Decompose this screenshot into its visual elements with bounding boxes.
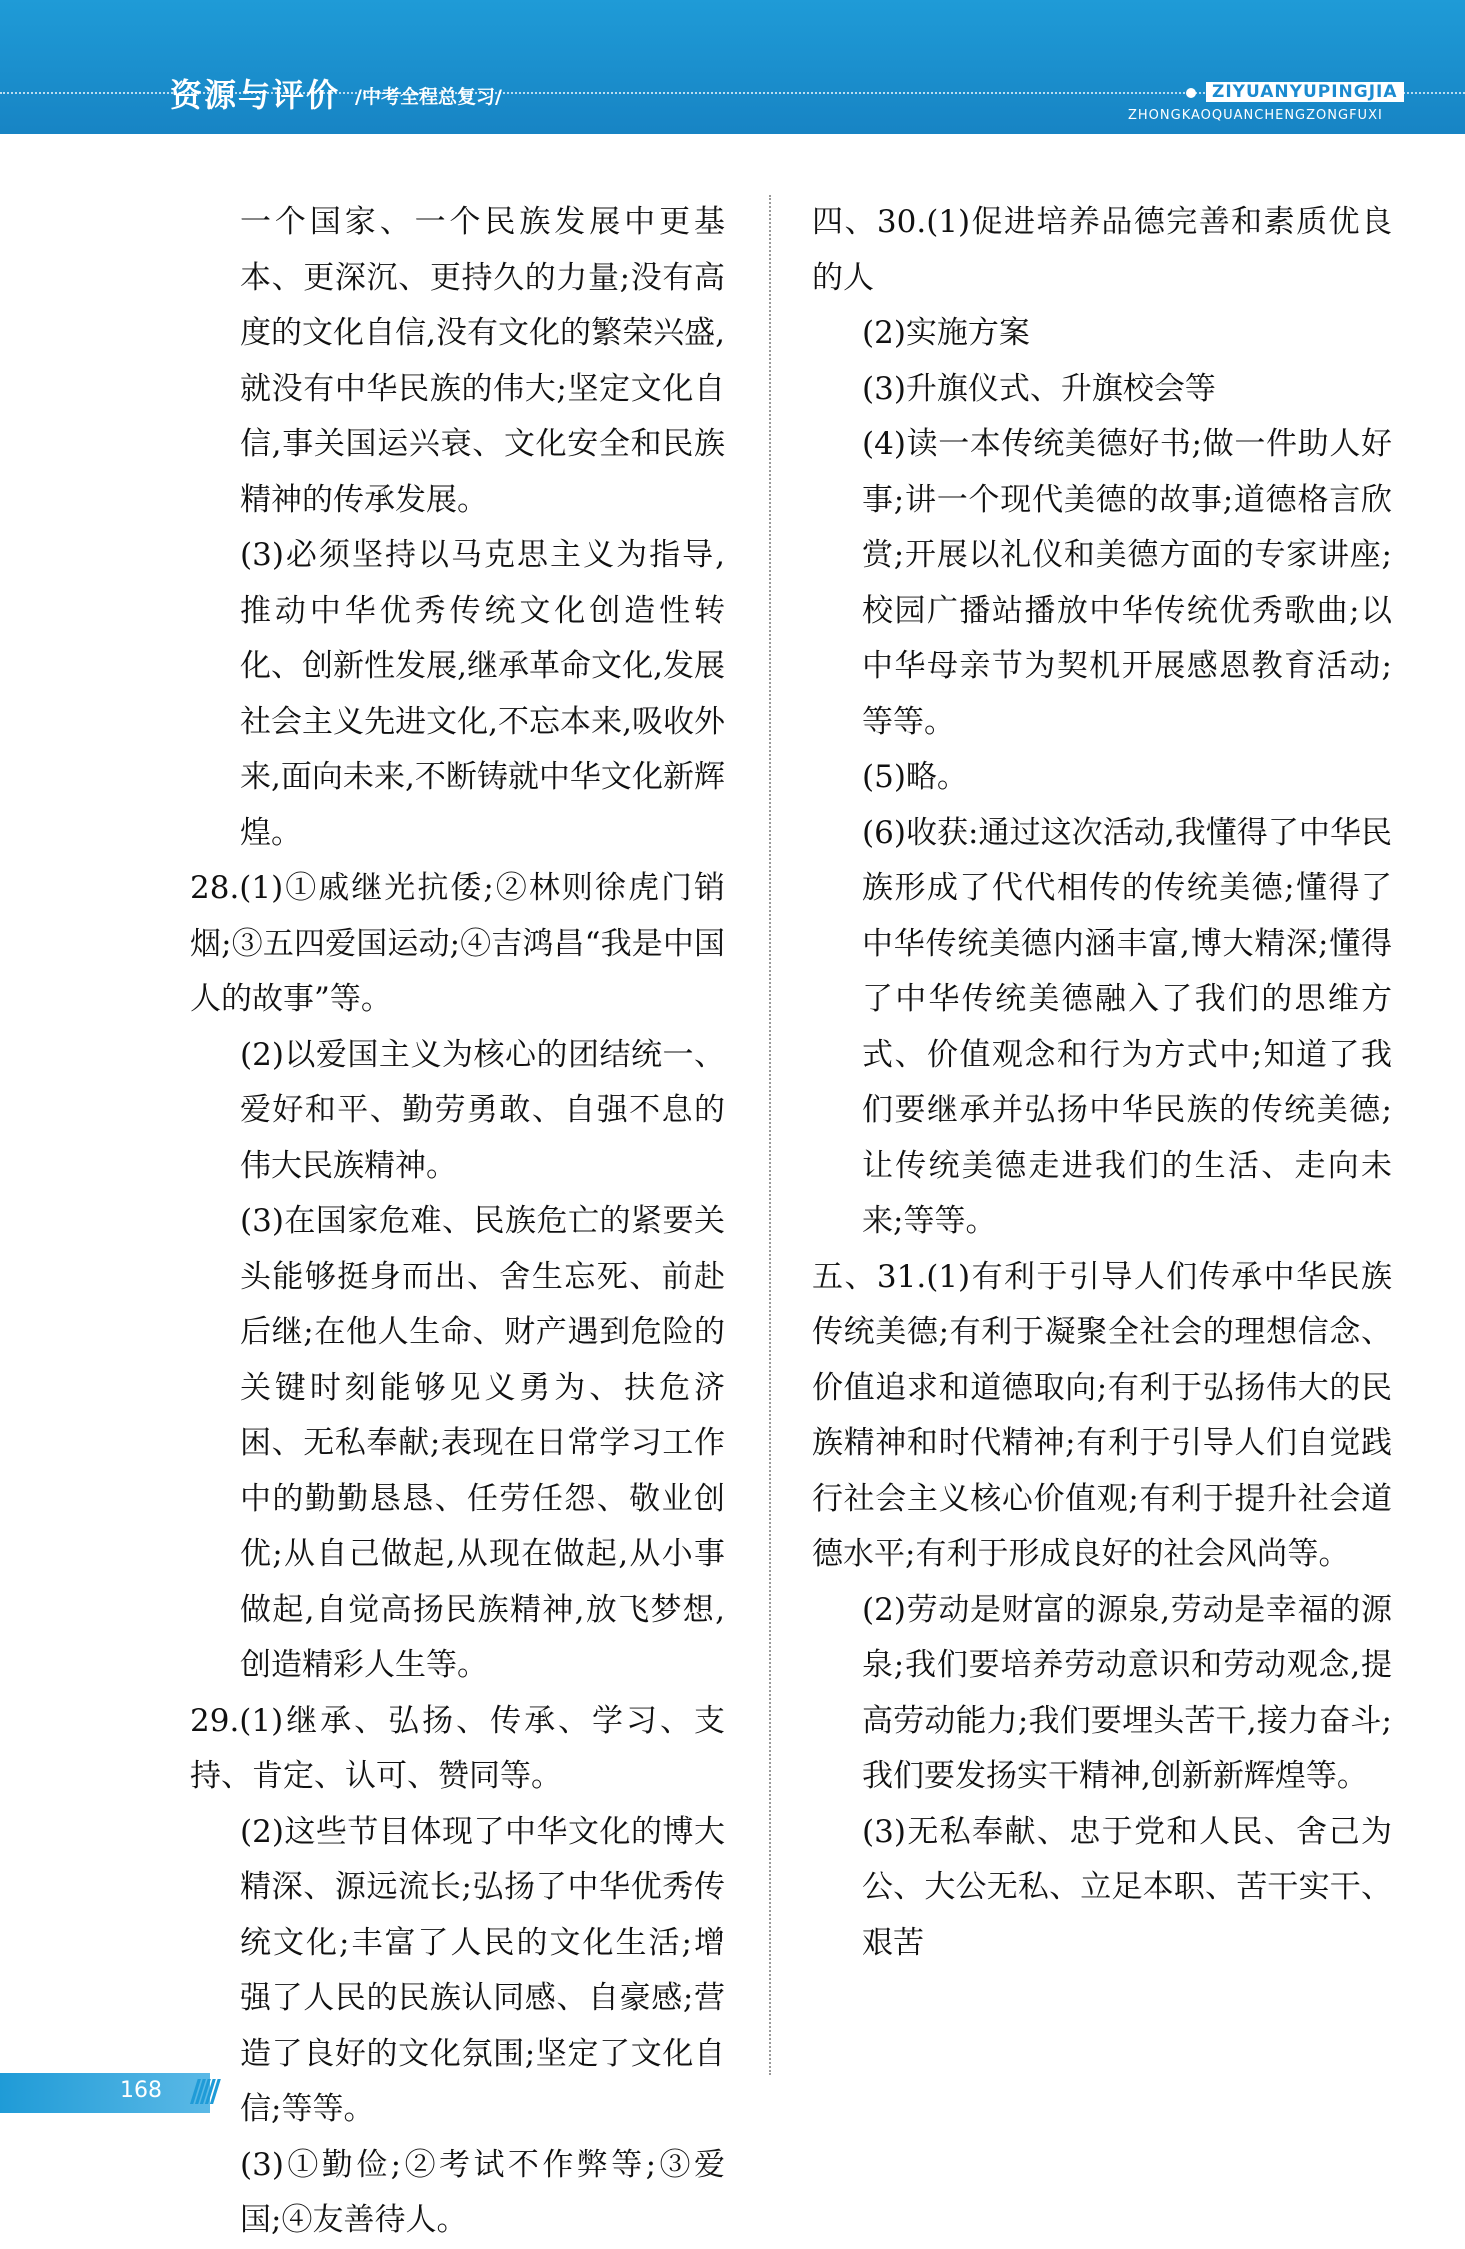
book-subtitle: /中考全程总复习/ [355, 86, 502, 108]
answer-paragraph: (2)以爱国主义为核心的团结统一、爱好和平、勤劳勇敢、自强不息的伟大民族精神。 [240, 1036, 725, 1184]
answer-paragraph: (2)劳动是财富的源泉,劳动是幸福的源泉;我们要培养劳动意识和劳动观念,提高劳动能力;我们要埋头苦干,接力奋斗;我们要发扬实干精神,创新新辉煌等。 [862, 1591, 1392, 1794]
right-column [812, 195, 1392, 1971]
answer-paragraph: (3)必须坚持以马克思主义为指导,推动中华优秀传统文化创造性转化、创新性发展,继承革命文化,发展社会主义先进文化,不忘本来,吸收外来,面向未来,不断铸就中华文化新辉煌。 [240, 537, 725, 851]
header-bullet-icon [1186, 88, 1196, 98]
answer-paragraph: (4)读一本传统美德好书;做一件助人好事;讲一个现代美德的故事;道德格言欣赏;开展以礼仪和美德方面的专家讲座;校园广播站播放中华传统优秀歌曲;以中华母亲节为契机开展感恩教育活动;等等。 [862, 426, 1392, 740]
footer-bar [0, 2073, 210, 2113]
footer-slashes-icon: ///// [190, 2074, 215, 2109]
answer-paragraph: 28.(1)①戚继光抗倭;②林则徐虎门销烟;③五四爱国运动;④吉鸿昌“我是中国人的故事”等。 [190, 870, 725, 1017]
page-header [0, 0, 1465, 134]
answer-paragraph: (2)实施方案 [862, 315, 1030, 351]
answer-paragraph: (3)①勤俭;②考试不作弊等;③爱国;④友善待人。 [240, 2146, 725, 2238]
left-column [190, 195, 725, 2249]
answer-paragraph: (3)在国家危难、民族危亡的紧要关头能够挺身而出、舍生忘死、前赴后继;在他人生命、财产遇到危险的关键时刻能够见义勇为、扶危济困、无私奉献;表现在日常学习工作中的勤勤恳恳、任劳任怨、敬业创优;从自己做起,从现在做起,从小事做起,自觉高扬民族精神,放飞梦想,创造精彩人生等。 [240, 1203, 725, 1683]
answer-paragraph: (3)无私奉献、忠于党和人民、舍己为公、大公无私、立足本职、苦干实干、艰苦 [862, 1813, 1392, 1961]
answer-paragraph: (5)略。 [862, 759, 968, 795]
answer-paragraph: 29.(1)继承、弘扬、传承、学习、支持、肯定、认可、赞同等。 [190, 1702, 725, 1794]
book-title: 资源与评价 [170, 76, 341, 114]
answer-paragraph: (3)升旗仪式、升旗校会等 [862, 370, 1216, 407]
answer-paragraph: (6)收获:通过这次活动,我懂得了中华民族形成了代代相传的传统美德;懂得了中华传统美德内涵丰富,博大精深;懂得了中华传统美德融入了我们的思维方式、价值观念和行为方式中;知道了我们要继承并弘扬中华民族的传统美德;让传统美德走进我们的生活、走向未来;等等。 [862, 814, 1392, 1239]
answer-paragraph: (2)这些节目体现了中华文化的博大精深、源远流长;弘扬了中华优秀传统文化;丰富了人民的文化生活;增强了人民的民族认同感、自豪感;营造了良好的文化氛围;坚定了文化自信;等等。 [240, 1813, 725, 2127]
column-divider [769, 195, 771, 2075]
answer-paragraph: 五、31.(1)有利于引导人们传承中华民族传统美德;有利于凝聚全社会的理想信念、价值追求和道德取向;有利于弘扬伟大的民族精神和时代精神;有利于引导人们自觉践行社会主义核心价值观;有利于提升社会道德水平;有利于形成良好的社会风尚等。 [812, 1258, 1392, 1572]
page-number: 168 [120, 2078, 162, 2103]
pinyin-subtitle: ZHONGKAOQUANCHENGZONGFUXI [1128, 108, 1383, 123]
answer-paragraph: 一个国家、一个民族发展中更基本、更深沉、更持久的力量;没有高度的文化自信,没有文化的繁荣兴盛,就没有中华民族的伟大;坚定文化自信,事关国运兴衰、文化安全和民族精神的传承发展。 [240, 204, 725, 518]
answer-paragraph: 四、30.(1)促进培养品德完善和素质优良的人 [812, 204, 1392, 296]
pinyin-title: ZIYUANYUPINGJIA [1206, 82, 1404, 102]
